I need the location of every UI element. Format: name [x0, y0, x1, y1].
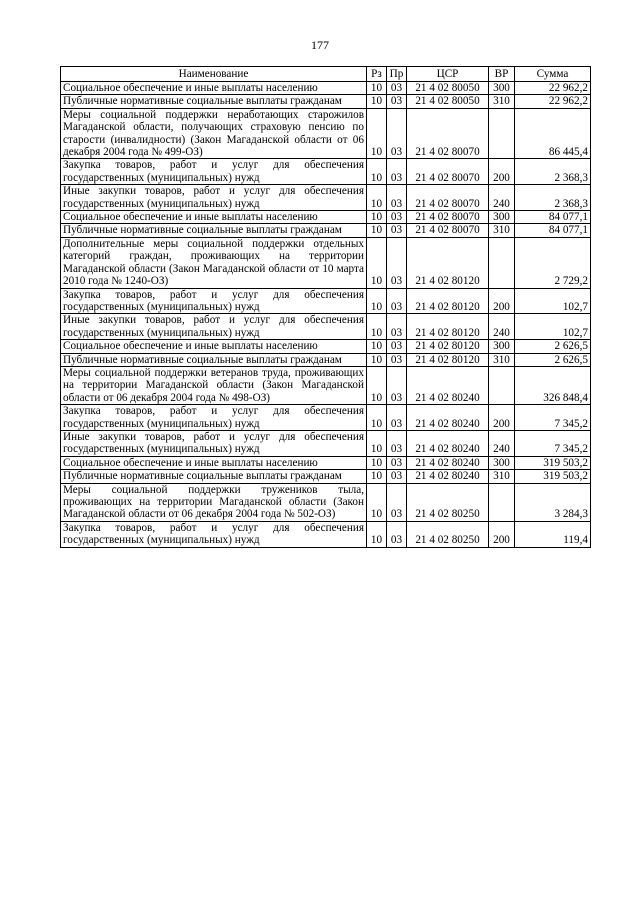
- table-row: [61, 237, 591, 288]
- cell-sum: 3 284,3: [515, 483, 591, 521]
- table-row: [61, 288, 591, 314]
- cell-sum: 7 345,2: [515, 405, 591, 431]
- cell-name: Публичные нормативные социальные выплаты гражданам: [61, 95, 367, 108]
- cell-name: Меры социальной поддержки ветеранов труда, проживающих на территории Магаданской области (Закон Магаданской области от 06 декабря 2004 года № 498-ОЗ): [61, 366, 367, 404]
- page-number: 177: [311, 38, 329, 52]
- cell-csr: 21 4 02 80250: [407, 483, 489, 521]
- cell-csr: 21 4 02 80120: [407, 340, 489, 353]
- cell-vr: 200: [489, 288, 515, 314]
- cell-pr: 03: [387, 366, 407, 404]
- cell-sum: 319 503,2: [515, 456, 591, 469]
- cell-sum: 102,7: [515, 288, 591, 314]
- cell-name: Меры социальной поддержки неработающих старожилов Магаданской области, получающих страховую пенсию по старости (инвалидности) (Закон Магаданской области от 06 декабря 2004 года № 499-ОЗ): [61, 108, 367, 159]
- cell-sum: 326 848,4: [515, 366, 591, 404]
- cell-name: Социальное обеспечение и иные выплаты населению: [61, 340, 367, 353]
- header-pr: Пр: [387, 67, 407, 82]
- cell-pr: 03: [387, 314, 407, 340]
- cell-vr: 240: [489, 314, 515, 340]
- cell-vr: [489, 108, 515, 159]
- table-row: [61, 159, 591, 185]
- cell-csr: 21 4 02 80250: [407, 521, 489, 547]
- cell-vr: 300: [489, 340, 515, 353]
- cell-vr: 200: [489, 405, 515, 431]
- header-vr: ВР: [489, 67, 515, 82]
- cell-sum: 119,4: [515, 521, 591, 547]
- table-row: [61, 366, 591, 404]
- cell-sum: 2 729,2: [515, 237, 591, 288]
- cell-name: Социальное обеспечение и иные выплаты населению: [61, 456, 367, 469]
- cell-sum: 7 345,2: [515, 430, 591, 456]
- cell-sum: 2 626,5: [515, 353, 591, 366]
- cell-name: Публичные нормативные социальные выплаты гражданам: [61, 224, 367, 237]
- cell-pr: 03: [387, 430, 407, 456]
- cell-pr: 03: [387, 211, 407, 224]
- cell-name: Закупка товаров, работ и услуг для обеспечения государственных (муниципальных) нужд: [61, 288, 367, 314]
- cell-rz: 10: [367, 430, 387, 456]
- cell-pr: 03: [387, 159, 407, 185]
- table-row: [61, 82, 591, 95]
- cell-rz: 10: [367, 108, 387, 159]
- table-row: [61, 95, 591, 108]
- cell-name: Закупка товаров, работ и услуг для обеспечения государственных (муниципальных) нужд: [61, 521, 367, 547]
- cell-csr: 21 4 02 80120: [407, 237, 489, 288]
- table-row: [61, 430, 591, 456]
- cell-rz: 10: [367, 159, 387, 185]
- cell-vr: 240: [489, 430, 515, 456]
- budget-table: [60, 66, 591, 548]
- table-row: [61, 314, 591, 340]
- cell-csr: 21 4 02 80070: [407, 159, 489, 185]
- cell-rz: 10: [367, 353, 387, 366]
- header-name: Наименование: [61, 67, 367, 82]
- cell-pr: 03: [387, 95, 407, 108]
- cell-name: Закупка товаров, работ и услуг для обеспечения государственных (муниципальных) нужд: [61, 405, 367, 431]
- table-row: [61, 456, 591, 469]
- table-row: [61, 340, 591, 353]
- cell-sum: 22 962,2: [515, 82, 591, 95]
- table-row: [61, 185, 591, 211]
- table-row: [61, 470, 591, 483]
- cell-vr: 200: [489, 159, 515, 185]
- cell-rz: 10: [367, 314, 387, 340]
- cell-vr: 300: [489, 211, 515, 224]
- cell-csr: 21 4 02 80240: [407, 456, 489, 469]
- cell-csr: 21 4 02 80240: [407, 470, 489, 483]
- table-row: [61, 108, 591, 159]
- cell-vr: 310: [489, 353, 515, 366]
- cell-pr: 03: [387, 224, 407, 237]
- cell-rz: 10: [367, 82, 387, 95]
- cell-vr: 240: [489, 185, 515, 211]
- cell-rz: 10: [367, 95, 387, 108]
- cell-vr: 300: [489, 82, 515, 95]
- cell-pr: 03: [387, 82, 407, 95]
- cell-vr: 310: [489, 224, 515, 237]
- cell-csr: 21 4 02 80120: [407, 288, 489, 314]
- cell-name: Иные закупки товаров, работ и услуг для обеспечения государственных (муниципальных) нужд: [61, 314, 367, 340]
- cell-csr: 21 4 02 80050: [407, 95, 489, 108]
- cell-name: Публичные нормативные социальные выплаты гражданам: [61, 470, 367, 483]
- cell-pr: 03: [387, 237, 407, 288]
- cell-name: Дополнительные меры социальной поддержки отдельных категорий граждан, проживающих на территории Магаданской области (Закон Магаданской области от 10 марта 2010 года № 1240-ОЗ): [61, 237, 367, 288]
- cell-vr: [489, 483, 515, 521]
- cell-pr: 03: [387, 521, 407, 547]
- cell-rz: 10: [367, 470, 387, 483]
- cell-pr: 03: [387, 108, 407, 159]
- cell-sum: 2 368,3: [515, 159, 591, 185]
- cell-rz: 10: [367, 237, 387, 288]
- cell-vr: 310: [489, 95, 515, 108]
- cell-pr: 03: [387, 456, 407, 469]
- cell-csr: 21 4 02 80120: [407, 314, 489, 340]
- cell-name: Иные закупки товаров, работ и услуг для обеспечения государственных (муниципальных) нужд: [61, 185, 367, 211]
- cell-sum: 84 077,1: [515, 224, 591, 237]
- cell-name: Социальное обеспечение и иные выплаты населению: [61, 211, 367, 224]
- cell-pr: 03: [387, 353, 407, 366]
- cell-pr: 03: [387, 340, 407, 353]
- cell-name: Закупка товаров, работ и услуг для обеспечения государственных (муниципальных) нужд: [61, 159, 367, 185]
- cell-pr: 03: [387, 405, 407, 431]
- cell-rz: 10: [367, 483, 387, 521]
- cell-rz: 10: [367, 456, 387, 469]
- cell-csr: 21 4 02 80240: [407, 366, 489, 404]
- cell-sum: 2 368,3: [515, 185, 591, 211]
- cell-csr: 21 4 02 80070: [407, 185, 489, 211]
- cell-name: Иные закупки товаров, работ и услуг для обеспечения государственных (муниципальных) нужд: [61, 430, 367, 456]
- table-header: [61, 67, 591, 82]
- cell-name: Публичные нормативные социальные выплаты гражданам: [61, 353, 367, 366]
- header-csr: ЦСР: [407, 67, 489, 82]
- table-row: [61, 521, 591, 547]
- cell-sum: 319 503,2: [515, 470, 591, 483]
- cell-name: Социальное обеспечение и иные выплаты населению: [61, 82, 367, 95]
- table-row: [61, 211, 591, 224]
- cell-csr: 21 4 02 80240: [407, 430, 489, 456]
- cell-sum: 2 626,5: [515, 340, 591, 353]
- cell-vr: 200: [489, 521, 515, 547]
- header-sum: Сумма: [515, 67, 591, 82]
- cell-pr: 03: [387, 470, 407, 483]
- cell-csr: 21 4 02 80120: [407, 353, 489, 366]
- cell-pr: 03: [387, 288, 407, 314]
- cell-csr: 21 4 02 80050: [407, 82, 489, 95]
- cell-vr: [489, 366, 515, 404]
- cell-rz: 10: [367, 405, 387, 431]
- header-rz: Рз: [367, 67, 387, 82]
- cell-pr: 03: [387, 483, 407, 521]
- cell-csr: 21 4 02 80070: [407, 108, 489, 159]
- table-row: [61, 483, 591, 521]
- cell-rz: 10: [367, 211, 387, 224]
- cell-rz: 10: [367, 366, 387, 404]
- cell-vr: [489, 237, 515, 288]
- cell-sum: 102,7: [515, 314, 591, 340]
- cell-rz: 10: [367, 224, 387, 237]
- table-row: [61, 353, 591, 366]
- cell-csr: 21 4 02 80070: [407, 224, 489, 237]
- cell-name: Меры социальной поддержки тружеников тыла, проживающих на территории Магаданской области (Закон Магаданской области от 06 декабря 2004 года № 502-ОЗ): [61, 483, 367, 521]
- cell-csr: 21 4 02 80240: [407, 405, 489, 431]
- cell-rz: 10: [367, 521, 387, 547]
- cell-sum: 22 962,2: [515, 95, 591, 108]
- cell-pr: 03: [387, 185, 407, 211]
- cell-rz: 10: [367, 340, 387, 353]
- cell-rz: 10: [367, 185, 387, 211]
- cell-rz: 10: [367, 288, 387, 314]
- table-body: [61, 82, 591, 548]
- cell-sum: 86 445,4: [515, 108, 591, 159]
- cell-vr: 300: [489, 456, 515, 469]
- cell-csr: 21 4 02 80070: [407, 211, 489, 224]
- cell-sum: 84 077,1: [515, 211, 591, 224]
- header-row: [61, 67, 591, 82]
- cell-vr: 310: [489, 470, 515, 483]
- table-row: [61, 224, 591, 237]
- table-row: [61, 405, 591, 431]
